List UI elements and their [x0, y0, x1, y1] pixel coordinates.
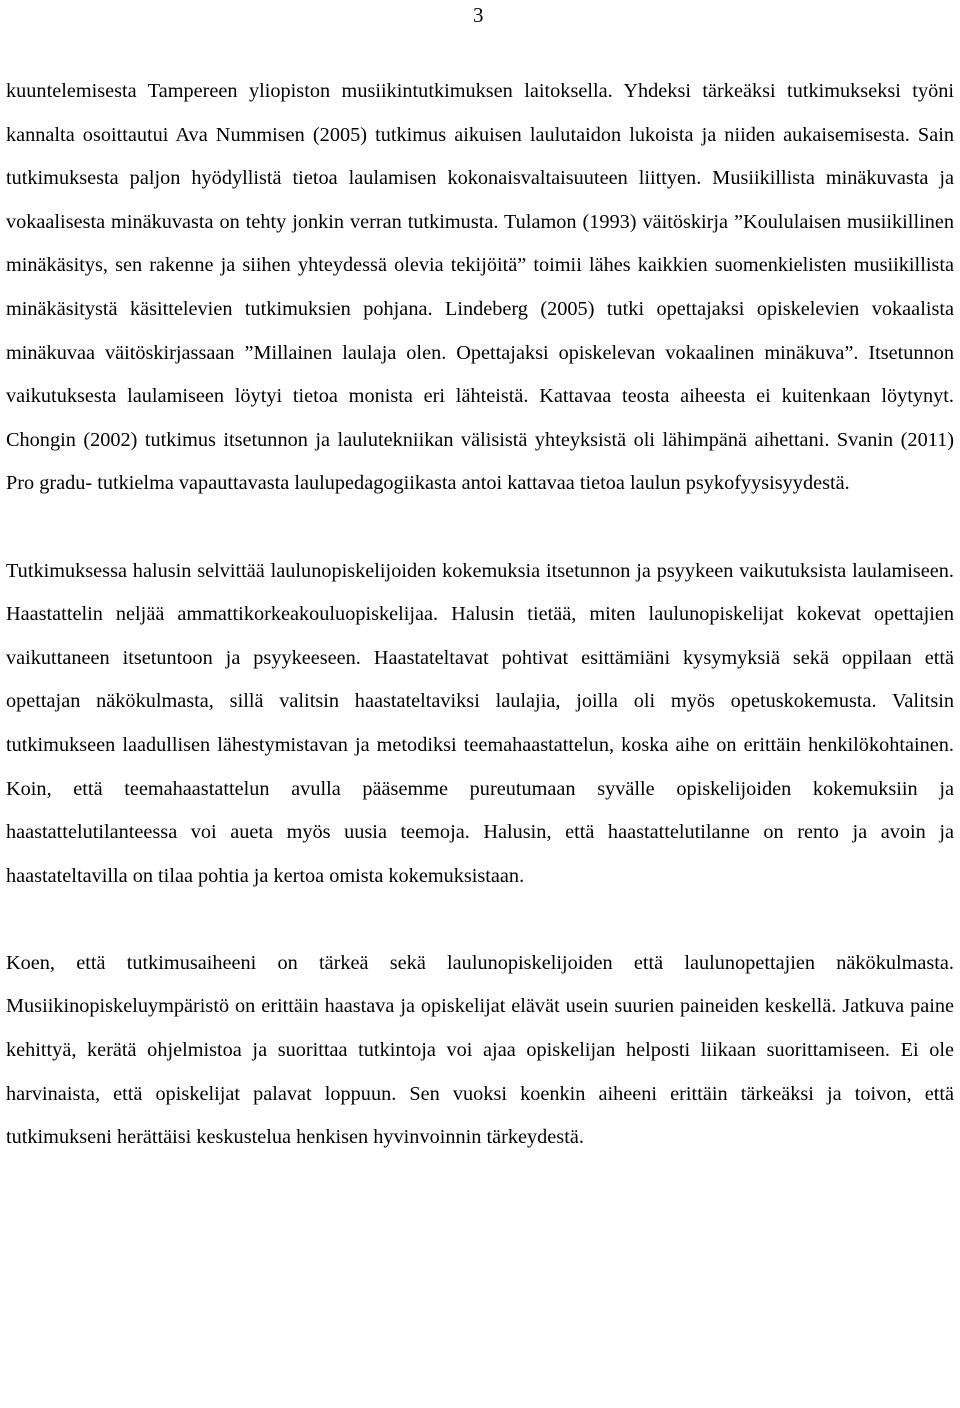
paragraph-research-method: Tutkimuksessa halusin selvittää laulunopiskelijoiden kokemuksia itsetunnon ja psyykeen vaikutuksista laulamiseen. Haastattelin neljää ammattikorkeakouluopiskelijaa. Halusin tietää, miten laulunopiskelijat kokevat opettajien vaikuttaneen itsetuntoon ja psyykeeseen. Haastateltavat pohtivat esittämiäni kysymyksiä sekä oppilaan että opettajan näkökulmasta, sillä valitsin haastateltaviksi laulajia, joilla oli myös opetuskokemusta. Valitsin tutkimukseen laadullisen lähestymistavan ja metodiksi teemahaastattelun, koska aihe on erittäin henkilökohtainen. Koin, että teemahaastattelun avulla pääsemme pureutumaan syvälle opiskelijoiden kokemuksiin ja haastattelutilanteessa voi aueta myös uusia teemoja. Halusin, että haastattelutilanne on rento ja avoin ja haastateltavilla on tilaa pohtia ja kertoa omista kokemuksistaan. — [6, 559, 954, 887]
body-text — [6, 70, 954, 1160]
paragraph-literature-review: kuuntelemisesta Tampereen yliopiston musiikintutkimuksen laitoksella. Yhdeksi tärkeäksi tutkimukseksi työni kannalta osoittautui Ava Nummisen (2005) tutkimus aikuisen laulutaidon lukoista ja niiden aukaisemisesta. Sain tutkimuksesta paljon hyödyllistä tietoa laulamisen kokonaisvaltaisuuteen liittyen. Musiikillista minäkuvasta ja vokaalisesta minäkuvasta on tehty jonkin verran tutkimusta. Tulamon (1993) väitöskirja ”Koululaisen musiikillinen minäkäsitys, sen rakenne ja siihen yhteydessä olevia tekijöitä” toimii lähes kaikkien suomenkielisten musiikillista minäkäsitystä käsittelevien tutkimuksien pohjana. Lindeberg (2005) tutki opettajaksi opiskelevien vokaalista minäkuvaa väitöskirjassaan ”Millainen laulaja olen. Opettajaksi opiskelevan vokaalinen minäkuva”. Itsetunnon vaikutuksesta laulamiseen löytyi tietoa monista eri lähteistä. Kattavaa teosta aiheesta ei kuitenkaan löytynyt. Chongin (2002) tutkimus itsetunnon ja laulutekniikan välisistä yhteyksistä oli lähimpänä aihettani. Svanin (2011) Pro gradu- tutkielma vapauttavasta laulupedagogiikasta antoi kattavaa tietoa laulun psykofyysisyydestä. — [6, 80, 954, 495]
page-number: 3 — [473, 3, 484, 27]
paragraph-topic-importance: Koen, että tutkimusaiheeni on tärkeä sekä laulunopiskelijoiden että laulunopettajien näkökulmasta. Musiikinopiskeluympäristö on erittäin haastava ja opiskelijat elävät usein suurien paineiden keskellä. Jatkuva paine kehittyä, kerätä ohjelmistoa ja suorittaa tutkintoja voi ajaa opiskelijan helposti liikaan suorittamiseen. Ei ole harvinaista, että opiskelijat palavat loppuun. Sen vuoksi koenkin aiheeni erittäin tärkeäksi ja toivon, että tutkimukseni herättäisi keskustelua henkisen hyvinvoinnin tärkeydestä. — [6, 951, 954, 1149]
